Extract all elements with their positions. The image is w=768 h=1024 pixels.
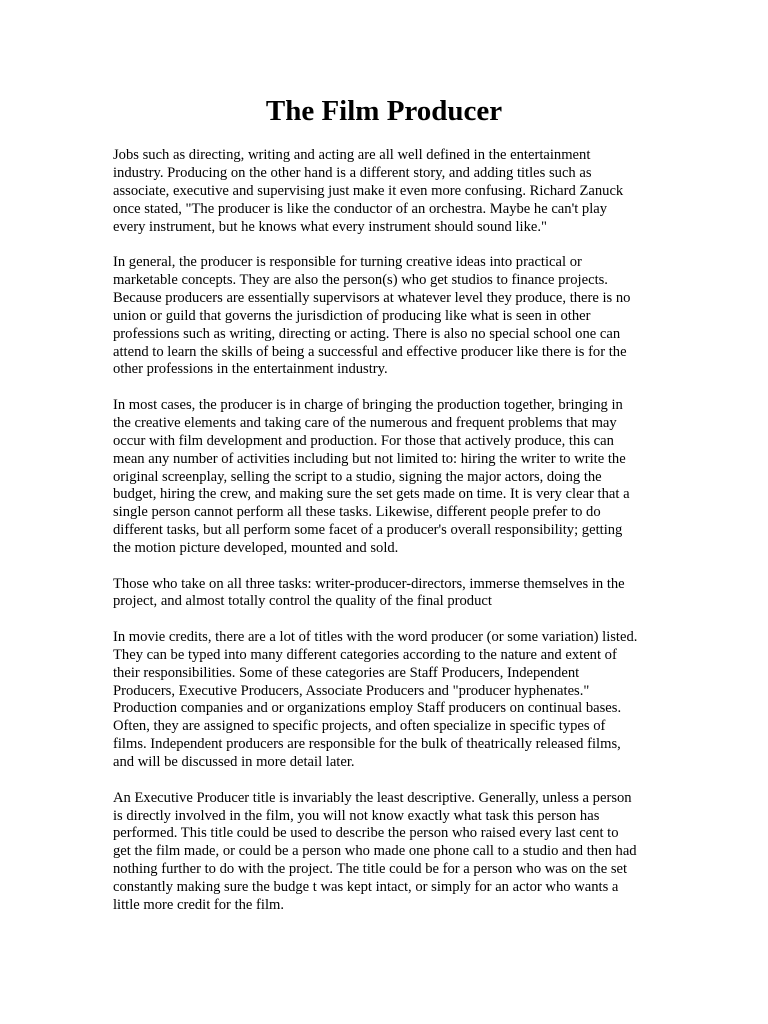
paragraph-line: Jobs such as directing, writing and acting are all well defined in the entertainment <box>113 147 591 163</box>
paragraph-line: Producers, Executive Producers, Associate Producers and "producer hyphenates." <box>113 682 590 699</box>
paragraph-1 <box>113 147 653 237</box>
paragraph-line: the motion picture developed, mounted and sold. <box>113 540 399 557</box>
paragraph-line: the creative elements and taking care of the numerous and frequent problems that may <box>113 414 617 431</box>
paragraph-line: In general, the producer is responsible for turning creative ideas into practical or <box>113 254 582 271</box>
paragraph-line: Production companies and or organizations employ Staff producers on continual bases. <box>113 700 622 717</box>
page-title: The Film Producer <box>265 95 503 127</box>
paragraph-line: In movie credits, there are a lot of titles with the word producer (or some variation) listed. <box>113 628 638 645</box>
paragraph-line: Because producers are essentially supervisors at whatever level they produce, there is no <box>113 289 631 306</box>
paragraph-line: their responsibilities. Some of these categories are Staff Producers, Independent <box>113 664 580 681</box>
paragraph-line: once stated, "The producer is like the conductor of an orchestra. Maybe he can't play <box>113 200 608 217</box>
paragraph-line: They can be typed into many different categories according to the nature and extent of <box>113 646 617 663</box>
paragraph-line: every instrument, but he knows what every instrument should sound like." <box>113 218 547 235</box>
paragraph-line: constantly making sure the budge t was kept intact, or simply for an actor who wants a <box>113 879 619 896</box>
paragraph-line: mean any number of activities including but not limited to: hiring the writer to write the <box>113 450 626 467</box>
paragraph-line: An Executive Producer title is invariably the least descriptive. Generally, unless a person <box>113 789 632 806</box>
paragraph-line: films. Independent producers are responsible for the bulk of theatrically released films, <box>113 736 621 753</box>
paragraph-line: industry. Producing on the other hand is a different story, and adding titles such as <box>113 164 592 181</box>
paragraph-line: performed. This title could be used to describe the person who raised every last cent to <box>113 825 619 842</box>
paragraph-line: marketable concepts. They are also the person(s) who get studios to finance projects. <box>113 271 608 288</box>
document-body <box>113 147 653 932</box>
paragraph-line: is directly involved in the film, you will not know exactly what task this person has <box>113 807 600 824</box>
paragraph-line: single person cannot perform all these tasks. Likewise, different people prefer to do <box>113 504 601 521</box>
paragraph-line: and will be discussed in more detail later. <box>113 754 355 771</box>
paragraph-line: Often, they are assigned to specific projects, and often specialize in specific types of <box>113 718 606 735</box>
paragraph-line: get the film made, or could be a person who made one phone call to a studio and then had <box>113 843 637 860</box>
paragraph-line: budget, hiring the crew, and making sure the set gets made on time. It is very clear that a <box>113 486 630 503</box>
paragraph-line: nothing further to do with the project. The title could be for a person who was on the set <box>113 861 628 878</box>
paragraph-line: In most cases, the producer is in charge of bringing the production together, bringing in <box>113 396 623 413</box>
paragraph-3 <box>113 397 653 558</box>
paragraph-line: little more credit for the film. <box>113 897 285 914</box>
paragraph-line: attend to learn the skills of being a successful and effective producer like there is for the <box>113 343 627 360</box>
paragraph-2 <box>113 254 653 379</box>
paragraph-line: Those who take on all three tasks: writer-producer-directors, immerse themselves in the <box>113 575 625 592</box>
paragraph-line: other professions in the entertainment industry. <box>113 361 388 378</box>
paragraph-line: professions such as writing, directing or acting. There is also no special school one can <box>113 325 621 342</box>
paragraph-line: original screenplay, selling the script to a studio, signing the major actors, doing the <box>113 468 602 485</box>
paragraph-line: union or guild that governs the jurisdiction of producing like what is seen in other <box>113 307 591 324</box>
paragraph-line: project, and almost totally control the quality of the final product <box>113 593 492 610</box>
paragraph-line: associate, executive and supervising just make it even more confusing. Richard Zanuck <box>113 182 624 199</box>
paragraph-6 <box>113 790 653 915</box>
paragraph-line: occur with film development and production. For those that actively produce, this can <box>113 432 614 449</box>
paragraph-5 <box>113 629 653 772</box>
paragraph-4 <box>113 576 653 612</box>
paragraph-line: different tasks, but all perform some facet of a producer's overall responsibility; getting <box>113 522 623 539</box>
